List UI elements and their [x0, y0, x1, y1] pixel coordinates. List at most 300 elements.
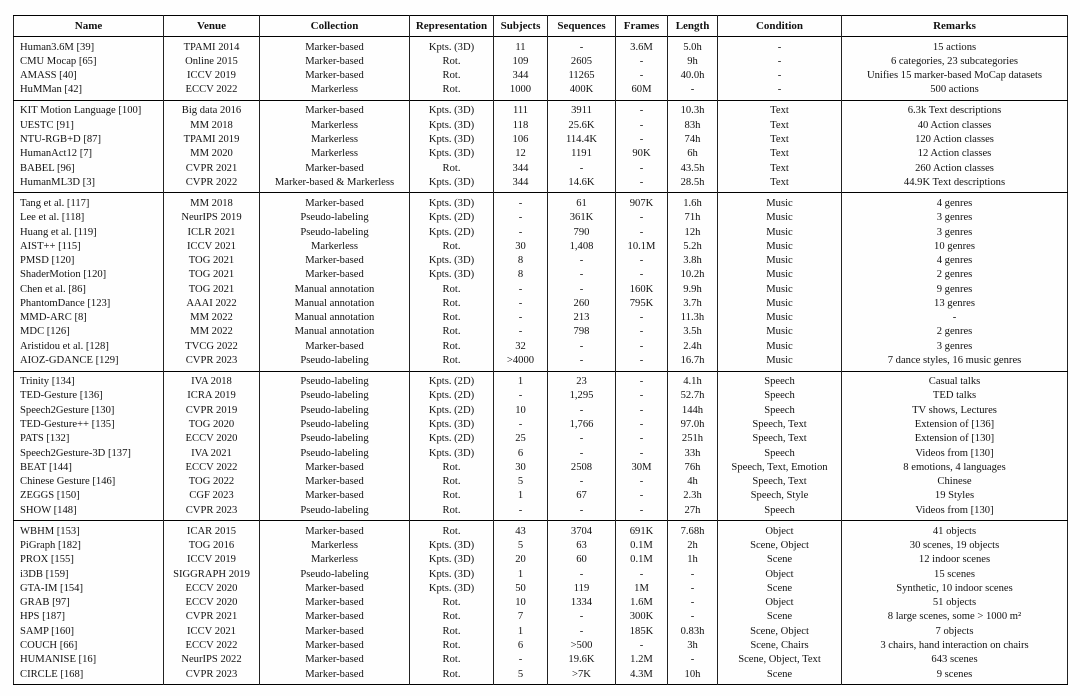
table-cell: 9 genres [842, 282, 1068, 296]
table-cell: 1,408 [548, 239, 616, 253]
table-cell: Rot. [410, 68, 494, 82]
table-cell: - [616, 432, 668, 446]
header-row [14, 16, 1068, 37]
table-cell: Chen et al. [86] [20, 283, 86, 295]
table-row [14, 417, 1068, 431]
table-cell: 8 large scenes, some > 1000 m² [842, 610, 1068, 624]
table-cell: ICRA 2019 [164, 389, 260, 403]
table-cell: - [548, 268, 616, 282]
table-cell: Videos from [130] [842, 446, 1068, 460]
table-group [14, 100, 1068, 193]
table-cell: - [548, 610, 616, 624]
table-cell: Tang et al. [117] [20, 197, 90, 209]
table-cell: 44.9K Text descriptions [842, 175, 1068, 193]
table-cell: 60M [616, 83, 668, 101]
table-cell: CVPR 2021 [164, 610, 260, 624]
table-row [14, 460, 1068, 474]
table-cell: PATS [132] [20, 433, 70, 445]
table-cell: Scene [718, 610, 842, 624]
table-cell: Chinese [842, 475, 1068, 489]
table-cell: Kpts. (3D) [410, 100, 494, 118]
table-cell: ZEGGS [150] [20, 490, 80, 502]
table-cell: Manual annotation [260, 325, 410, 339]
table-cell: Marker-based [260, 268, 410, 282]
table-cell: SIGGRAPH 2019 [164, 567, 260, 581]
table-cell: Kpts. (3D) [410, 553, 494, 567]
table-cell: 7 dance styles, 16 music genres [842, 353, 1068, 371]
column-header: Name [74, 20, 103, 32]
table-cell: MM 2022 [164, 325, 260, 339]
table-cell: Marker-based [260, 161, 410, 175]
table-cell: 5 [494, 475, 548, 489]
table-cell: - [548, 37, 616, 55]
table-cell: Markerless [260, 538, 410, 552]
table-cell: Rot. [410, 54, 494, 68]
table-cell: - [616, 489, 668, 503]
table-cell: - [668, 653, 718, 667]
table-row [14, 37, 1068, 55]
table-cell: - [616, 118, 668, 132]
table-cell: Speech, Text [718, 432, 842, 446]
table-cell: Text [718, 100, 842, 118]
table-cell: - [494, 503, 548, 521]
table-cell: 1334 [548, 596, 616, 610]
table-cell: Manual annotation [260, 311, 410, 325]
table-cell: 2h [668, 538, 718, 552]
table-cell: - [842, 311, 1068, 325]
table-row [14, 446, 1068, 460]
table-cell: ECCV 2022 [164, 638, 260, 652]
table-cell: Rot. [410, 667, 494, 685]
table-cell: CVPR 2023 [164, 353, 260, 371]
table-cell: 15 scenes [842, 567, 1068, 581]
table-cell: Pseudo-labeling [260, 371, 410, 389]
table-cell: 12 [494, 147, 548, 161]
table-row [14, 253, 1068, 267]
table-cell: Markerless [260, 83, 410, 101]
table-cell: GRAB [97] [20, 597, 70, 609]
table-cell: Lee et al. [118] [20, 212, 85, 224]
table-cell: HumanML3D [3] [20, 176, 96, 188]
table-cell: Kpts. (3D) [410, 446, 494, 460]
table-cell: - [548, 624, 616, 638]
table-cell: Marker-based [260, 100, 410, 118]
table-cell: 185K [616, 624, 668, 638]
table-cell: BABEL [96] [20, 162, 75, 174]
table-cell: 2508 [548, 460, 616, 474]
table-cell: 691K [616, 521, 668, 539]
table-cell: 8 [494, 268, 548, 282]
table-group [14, 37, 1068, 101]
table-row [14, 567, 1068, 581]
table-cell: MM 2018 [164, 193, 260, 211]
table-cell: Marker-based [260, 253, 410, 267]
table-cell: CGF 2023 [164, 489, 260, 503]
table-cell: TV shows, Lectures [842, 403, 1068, 417]
table-cell: Huang et al. [119] [20, 226, 97, 238]
table-cell: Pseudo-labeling [260, 567, 410, 581]
table-row [14, 225, 1068, 239]
table-cell: GTA-IM [154] [20, 582, 83, 594]
table-cell: CVPR 2019 [164, 403, 260, 417]
table-cell: 1,766 [548, 417, 616, 431]
table-row [14, 653, 1068, 667]
table-cell: 1,295 [548, 389, 616, 403]
table-cell: Kpts. (3D) [410, 538, 494, 552]
table-cell: 90K [616, 147, 668, 161]
table-cell: Kpts. (3D) [410, 581, 494, 595]
table-cell: Marker-based [260, 667, 410, 685]
table-cell: Marker-based [260, 624, 410, 638]
table-cell: 30 [494, 460, 548, 474]
table-cell: 10 [494, 403, 548, 417]
table-cell: - [494, 193, 548, 211]
table-cell: - [494, 211, 548, 225]
table-cell: Music [718, 225, 842, 239]
table-cell: - [494, 417, 548, 431]
table-group [14, 521, 1068, 685]
table-cell: 6h [668, 147, 718, 161]
table-cell: Music [718, 311, 842, 325]
table-row [14, 538, 1068, 552]
table-cell: 27h [668, 503, 718, 521]
table-row [14, 325, 1068, 339]
table-cell: - [668, 581, 718, 595]
table-cell: Unifies 15 marker-based MoCap datasets [842, 68, 1068, 82]
table-cell: Marker-based [260, 653, 410, 667]
table-cell: CVPR 2021 [164, 161, 260, 175]
table-cell: Kpts. (3D) [410, 193, 494, 211]
table-cell: Speech [718, 446, 842, 460]
table-row [14, 638, 1068, 652]
table-cell: 500 actions [842, 83, 1068, 101]
table-cell: Online 2015 [164, 54, 260, 68]
table-cell: HPS [187] [20, 611, 66, 623]
table-cell: Extension of [130] [842, 432, 1068, 446]
table-row [14, 624, 1068, 638]
column-header: Frames [616, 16, 668, 37]
table-cell: Markerless [260, 132, 410, 146]
table-cell: Speech2Gesture-3D [137] [20, 447, 131, 459]
table-cell: CVPR 2023 [164, 667, 260, 685]
table-cell: SAMP [160] [20, 625, 75, 637]
table-cell: NeurIPS 2022 [164, 653, 260, 667]
table-cell: 344 [494, 161, 548, 175]
table-cell: Rot. [410, 239, 494, 253]
table-cell: Pseudo-labeling [260, 353, 410, 371]
table-cell: Rot. [410, 325, 494, 339]
table-cell: - [548, 339, 616, 353]
table-cell: Kpts. (3D) [410, 175, 494, 193]
table-cell: Marker-based [260, 460, 410, 474]
table-row [14, 371, 1068, 389]
table-cell: 19 Styles [842, 489, 1068, 503]
table-row [14, 211, 1068, 225]
table-cell: MM 2022 [164, 311, 260, 325]
table-cell: ECCV 2020 [164, 432, 260, 446]
table-cell: Marker-based [260, 581, 410, 595]
table-group [14, 193, 1068, 371]
table-cell: Pseudo-labeling [260, 417, 410, 431]
table-cell: 43 [494, 521, 548, 539]
table-cell: CVPR 2022 [164, 175, 260, 193]
table-cell: 12 indoor scenes [842, 553, 1068, 567]
table-cell: 30M [616, 460, 668, 474]
table-cell: Kpts. (3D) [410, 268, 494, 282]
table-cell: 1 [494, 567, 548, 581]
table-cell: Speech [718, 371, 842, 389]
table-cell: Kpts. (3D) [410, 132, 494, 146]
table-cell: 10 [494, 596, 548, 610]
column-header: Venue [164, 16, 260, 37]
table-group [14, 371, 1068, 521]
table-cell: 1 [494, 624, 548, 638]
table-cell: Rot. [410, 353, 494, 371]
table-cell: 251h [668, 432, 718, 446]
table-cell: 2 genres [842, 325, 1068, 339]
table-cell: 114.4K [548, 132, 616, 146]
table-cell: 3.7h [668, 296, 718, 310]
table-cell: 907K [616, 193, 668, 211]
table-cell: MDC [126] [20, 326, 70, 338]
table-cell: 2 genres [842, 268, 1068, 282]
table-cell: 50 [494, 581, 548, 595]
table-row [14, 667, 1068, 685]
table-cell: Pseudo-labeling [260, 389, 410, 403]
table-cell: ICCV 2021 [164, 624, 260, 638]
table-cell: 28.5h [668, 175, 718, 193]
table-cell: PiGraph [182] [20, 540, 81, 552]
table-cell: Rot. [410, 610, 494, 624]
table-cell: Videos from [130] [842, 503, 1068, 521]
table-cell: Speech, Style [718, 489, 842, 503]
table-cell: 5 [494, 538, 548, 552]
table-cell: 361K [548, 211, 616, 225]
table-cell: Speech [718, 389, 842, 403]
table-cell: CMU Mocap [65] [20, 55, 97, 67]
table-cell: - [616, 475, 668, 489]
table-cell: Music [718, 325, 842, 339]
column-header: Remarks [842, 16, 1068, 37]
table-row [14, 239, 1068, 253]
table-row [14, 268, 1068, 282]
table-cell: - [616, 567, 668, 581]
table-cell: 3h [668, 638, 718, 652]
table-cell: Marker-based [260, 339, 410, 353]
table-cell: - [668, 610, 718, 624]
table-cell: - [548, 503, 616, 521]
table-cell: 2.4h [668, 339, 718, 353]
table-row [14, 432, 1068, 446]
table-cell: 3 genres [842, 339, 1068, 353]
table-cell: 1.6h [668, 193, 718, 211]
table-cell: Pseudo-labeling [260, 446, 410, 460]
table-cell: TPAMI 2014 [164, 37, 260, 55]
table-cell: - [616, 353, 668, 371]
table-cell: KIT Motion Language [100] [20, 105, 142, 117]
table-cell: - [616, 268, 668, 282]
table-cell: AMASS [40] [20, 70, 77, 82]
table-cell: 3 genres [842, 211, 1068, 225]
table-cell: TOG 2021 [164, 282, 260, 296]
table-cell: 71h [668, 211, 718, 225]
table-cell: Music [718, 239, 842, 253]
table-cell: Scene, Object [718, 538, 842, 552]
table-cell: Kpts. (2D) [410, 403, 494, 417]
column-header: Sequences [548, 16, 616, 37]
table-cell: Object [718, 521, 842, 539]
table-cell: 3 genres [842, 225, 1068, 239]
table-cell: Music [718, 268, 842, 282]
table-cell: 643 scenes [842, 653, 1068, 667]
table-cell: Kpts. (3D) [410, 567, 494, 581]
table-cell: 14.6K [548, 175, 616, 193]
table-cell: ECCV 2020 [164, 581, 260, 595]
table-cell: HumanAct12 [7] [20, 148, 93, 160]
table-cell: 41 objects [842, 521, 1068, 539]
table-cell: - [494, 225, 548, 239]
table-cell: 9.9h [668, 282, 718, 296]
table-cell: Rot. [410, 489, 494, 503]
table-cell: MM 2018 [164, 118, 260, 132]
table-cell: 8 emotions, 4 languages [842, 460, 1068, 474]
table-cell: - [718, 68, 842, 82]
table-cell: - [494, 389, 548, 403]
table-cell: i3DB [159] [20, 568, 69, 580]
table-cell: Marker-based [260, 68, 410, 82]
table-cell: 111 [494, 100, 548, 118]
table-cell: - [616, 325, 668, 339]
table-cell: 20 [494, 553, 548, 567]
table-cell: 5.0h [668, 37, 718, 55]
table-header [14, 16, 1068, 37]
table-cell: - [616, 161, 668, 175]
table-cell: 1.2M [616, 653, 668, 667]
table-cell: >4000 [494, 353, 548, 371]
table-cell: Speech, Text, Emotion [718, 460, 842, 474]
table-cell: 7 objects [842, 624, 1068, 638]
table-cell: ICAR 2015 [164, 521, 260, 539]
table-cell: Marker-based [260, 37, 410, 55]
table-cell: - [616, 503, 668, 521]
table-row [14, 68, 1068, 82]
table-cell: Kpts. (3D) [410, 118, 494, 132]
table-cell: Text [718, 118, 842, 132]
table-cell: UESTC [91] [20, 119, 74, 131]
table-cell: Scene [718, 581, 842, 595]
table-cell: Rot. [410, 503, 494, 521]
table-cell: Rot. [410, 161, 494, 175]
table-cell: 1.6M [616, 596, 668, 610]
table-cell: Speech2Gesture [130] [20, 404, 115, 416]
table-cell: 3.8h [668, 253, 718, 267]
table-cell: 260 [548, 296, 616, 310]
table-row [14, 503, 1068, 521]
table-cell: WBHM [153] [20, 525, 80, 537]
table-cell: TOG 2020 [164, 417, 260, 431]
table-cell: - [668, 567, 718, 581]
table-row [14, 175, 1068, 193]
table-cell: TVCG 2022 [164, 339, 260, 353]
table-cell: 118 [494, 118, 548, 132]
table-cell: - [548, 253, 616, 267]
table-row [14, 296, 1068, 310]
table-cell: Rot. [410, 653, 494, 667]
table-cell: TED talks [842, 389, 1068, 403]
table-cell: Marker-based [260, 610, 410, 624]
table-cell: - [494, 325, 548, 339]
table-cell: IVA 2021 [164, 446, 260, 460]
table-cell: 4.1h [668, 371, 718, 389]
table-cell: 25 [494, 432, 548, 446]
table-cell: MMD-ARC [8] [20, 312, 87, 324]
table-cell: 1h [668, 553, 718, 567]
table-cell: IVA 2018 [164, 371, 260, 389]
table-cell: Marker-based [260, 521, 410, 539]
table-cell: 25.6K [548, 118, 616, 132]
table-cell: TED-Gesture++ [135] [20, 418, 115, 430]
table-cell: 7 [494, 610, 548, 624]
table-cell: 7.68h [668, 521, 718, 539]
table-cell: 10.1M [616, 239, 668, 253]
table-cell: 1 [494, 371, 548, 389]
table-cell: Marker-based [260, 475, 410, 489]
table-cell: Scene, Chairs [718, 638, 842, 652]
table-cell: 6 categories, 23 subcategories [842, 54, 1068, 68]
table-cell: 33h [668, 446, 718, 460]
table-cell: TOG 2022 [164, 475, 260, 489]
table-cell: CIRCLE [168] [20, 668, 84, 680]
table-cell: 67 [548, 489, 616, 503]
table-cell: 5.2h [668, 239, 718, 253]
table-cell: Rot. [410, 282, 494, 296]
table-cell: >500 [548, 638, 616, 652]
table-cell: 213 [548, 311, 616, 325]
datasets-table [13, 15, 1068, 685]
table-cell: 11265 [548, 68, 616, 82]
table-cell: 260 Action classes [842, 161, 1068, 175]
table-cell: 3911 [548, 100, 616, 118]
table-cell: - [616, 638, 668, 652]
table-cell: 12h [668, 225, 718, 239]
table-cell: - [548, 403, 616, 417]
table-cell: PhantomDance [123] [20, 297, 111, 309]
table-cell: - [718, 83, 842, 101]
table-cell: Music [718, 282, 842, 296]
table-cell: - [616, 100, 668, 118]
table-cell: Scene [718, 667, 842, 685]
table-cell: Marker-based [260, 489, 410, 503]
table-cell: Aristidou et al. [128] [20, 340, 109, 352]
table-cell: Pseudo-labeling [260, 503, 410, 521]
table-cell: Scene, Object [718, 624, 842, 638]
table-cell: Text [718, 132, 842, 146]
table-cell: Marker-based [260, 193, 410, 211]
table-cell: 10.3h [668, 100, 718, 118]
table-cell: 344 [494, 68, 548, 82]
table-cell: Marker-based [260, 596, 410, 610]
table-cell: 6 [494, 638, 548, 652]
table-cell: 32 [494, 339, 548, 353]
table-cell: PMSD [120] [20, 255, 75, 267]
table-row [14, 339, 1068, 353]
table-cell: - [718, 37, 842, 55]
table-cell: Music [718, 253, 842, 267]
table-row [14, 118, 1068, 132]
table-cell: Kpts. (3D) [410, 253, 494, 267]
table-cell: 1 [494, 489, 548, 503]
table-cell: BEAT [144] [20, 461, 72, 473]
